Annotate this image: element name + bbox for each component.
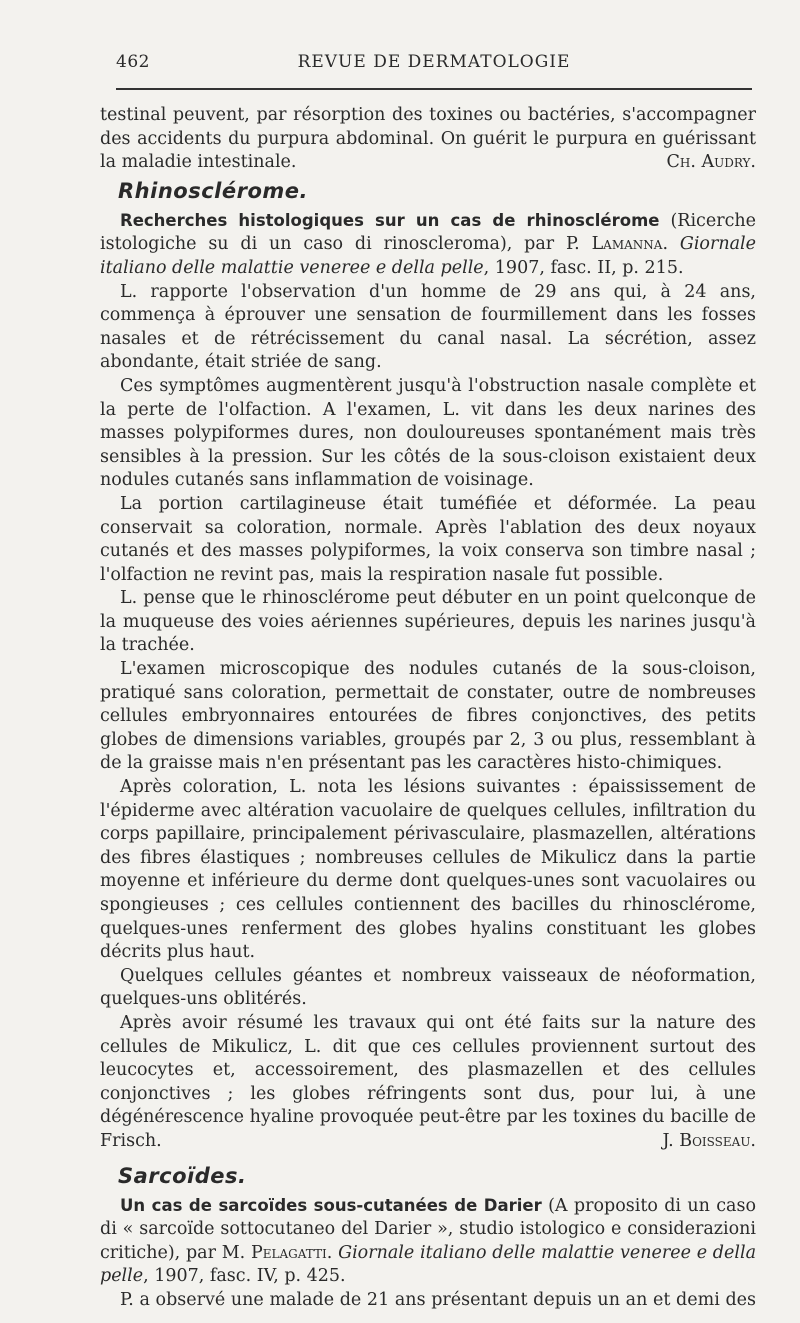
section-heading-rhinosclerome: Rhinosclérome. <box>118 178 308 203</box>
paragraph: L'examen microscopique des nodules cutanés de la sous-cloison, pratiqué sans coloration, permettait de constater, outre de nombreuses cellules embryonnaires entourées de fibres conjonctives, des petits globes de dimensions variables, groupés par 2, 3 ou plus, ressemblant à de la graisse mais n'en présentant pas les caractères histo-chimiques. <box>100 659 756 774</box>
article-citation-2: Un cas de sarcoïdes sous-cutanées de Darier (A proposito di un caso di « sarcoïde sottocutaneo del Darier », studio istologico e considerazioni critiche), par M. Pelagatti. Giornale italiano delle malattie veneree e della pelle, 1907, fasc. IV, p. 425. <box>100 1195 757 1287</box>
paragraph: La portion cartilagineuse était tuméfiée et déformée. La peau conservait sa coloration, normale. Après l'ablation des deux noyaux cutanés et des masses polypiformes, la voix conserva son timbre nasal ; l'olfaction ne revint pas, mais la respiration nasale fut possible. <box>100 493 756 585</box>
intro-paragraph: testinal peuvent, par résorption des toxines ou bactéries, s'accompagner des accidents du purpura abdominal. On guérit le purpura en guérissant la maladie intestinale. Ch. Audry. <box>100 104 756 175</box>
article-title-1: Recherches histologiques sur un cas de rhinosclérome <box>120 210 660 230</box>
journal-title: REVUE DE DERMATOLOGIE <box>297 52 571 72</box>
journal-name-2: Giornale italiano delle malattie veneree e della pelle <box>100 1242 756 1287</box>
paragraph: L. rapporte l'observation d'un homme de 29 ans qui, à 24 ans, commença à éprouver une sensation de fourmillement dans les fosses nasales et de rétrécissement du canal nasal. La sécrétion, assez abondante, était striée de sang. <box>100 281 756 373</box>
header-rule <box>116 88 752 90</box>
running-header <box>116 52 752 76</box>
article-citation-1: Recherches histologiques sur un cas de rhinosclérome (Ricerche istologiche su di un caso di rinoscleroma), par P. Lamanna. Giornale italiano delle malattie veneree e della pelle, 1907, fasc. II, p. 215. <box>100 210 756 278</box>
paragraph: L. pense que le rhinosclérome peut débuter en un point quelconque de la muqueuse des voies aériennes supérieures, depuis les narines jusqu'à la trachée. <box>100 588 756 656</box>
page-number: 462 <box>116 52 150 72</box>
paragraph: Quelques cellules géantes et nombreux vaisseaux de néoformation, quelques-uns oblitérés. <box>100 965 756 1010</box>
paragraph: Après coloration, L. nota les lésions suivantes : épaississement de l'épiderme avec altération vacuolaire de quelques cellules, infiltration du corps papillaire, principalement périvasculaire, plasmazellen, altérations des fibres élastiques ; nombreuses cellules de Mikulicz dans la partie moyenne et inférieure du derme dont quelques-unes sont vacuolaires ou spongieuses ; ces cellules contiennent des bacilles du rhinosclérome, quelques-unes renferment des globes hyalins constituant les globes décrits plus haut. <box>100 777 756 963</box>
signature-audry: Ch. Audry. <box>666 152 756 173</box>
author-pelagatti: Pelagatti <box>251 1242 327 1263</box>
paragraph-with-signature: Après avoir résumé les travaux qui ont été faits sur la nature des cellules de Mikulicz, L. dit que ces cellules proviennent surtout des leucocytes et, accessoirement, des plasmazellen et des cellules conjonctives ; les globes réfringents sont dus, pour lui, à une dégénérescence hyaline provoquée peut-être par les toxines du bacille de Frisch. J. Boisseau. <box>100 1012 756 1154</box>
section-heading-sarcoides: Sarcoïdes. <box>118 1163 247 1188</box>
paragraph: Ces symptômes augmentèrent jusqu'à l'obstruction nasale complète et la perte de l'olfaction. A l'examen, L. vit dans les deux narines des masses polypiformes dures, non douloureuses spontanément mais très sensibles à la pression. Sur les côtés de la sous-cloison existaient deux nodules cutanés sans inflammation de voisinage. <box>100 375 756 491</box>
journal-name-1: Giornale italiano delle malattie veneree e della pelle <box>100 234 756 278</box>
paragraph: P. a observé une malade de 21 ans présentant depuis un an et demi des <box>120 1289 756 1310</box>
article-title-2: Un cas de sarcoïdes sous-cutanées de Darier <box>120 1195 542 1215</box>
page-body <box>100 104 756 1313</box>
signature-boisseau: J. Boisseau. <box>662 1130 756 1151</box>
author-lamanna: Lamanna <box>591 234 663 255</box>
